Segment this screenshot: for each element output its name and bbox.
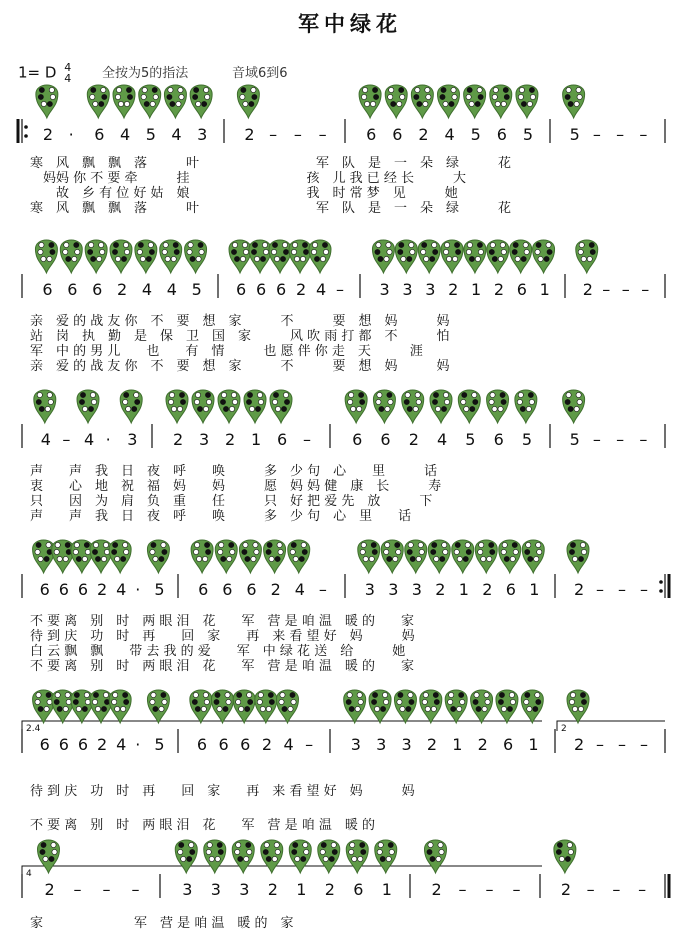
note: 6 — [39, 735, 50, 754]
note: 3 — [425, 280, 436, 299]
note: 5 — [154, 735, 165, 754]
volta-label: 2 — [561, 724, 567, 734]
ocarina-fingering-icon — [405, 540, 427, 573]
note: – — [586, 880, 595, 899]
ocarina-fingering-icon — [345, 390, 367, 423]
ocarina-fingering-icon — [255, 690, 277, 723]
ocarina-fingering-icon — [113, 85, 135, 118]
note: 2 — [267, 880, 278, 899]
volta-bracket — [22, 866, 542, 876]
note: 4 — [84, 430, 95, 449]
note: – — [62, 430, 71, 449]
ocarina-fingering-icon — [239, 540, 261, 573]
note: 6 — [366, 125, 377, 144]
note: 6 — [516, 280, 527, 299]
note: 1 — [452, 735, 463, 754]
note: – — [336, 280, 344, 299]
ocarina-fingering-icon — [269, 240, 291, 273]
time-bottom: 4 — [64, 72, 72, 85]
note: 3 — [401, 735, 412, 754]
note: – — [616, 430, 625, 449]
note: 2 — [493, 280, 504, 299]
ocarina-fingering-icon — [36, 85, 58, 118]
ocarina-fingering-icon — [418, 240, 440, 273]
ocarina-fingering-icon — [452, 540, 474, 573]
lyric-line: 妈妈 你 不 要 牵 挂 孩 儿 我 已 经 长 大 — [30, 171, 467, 186]
note: 3 — [411, 580, 422, 599]
ocarina-fingering-icon — [318, 840, 340, 873]
ocarina-fingering-icon — [430, 390, 452, 423]
ocarina-fingering-icon — [185, 240, 207, 273]
note: 5 — [154, 580, 165, 599]
fingering-note: 全按为5的指法 — [102, 66, 189, 81]
ocarina-fingering-icon — [554, 840, 576, 873]
lyric-line: 亲 爱 的 战 友 你 不 要 想 家 不 要 想 妈 妈 — [30, 314, 450, 329]
ocarina-fingering-icon — [515, 390, 537, 423]
ocarina-fingering-icon — [563, 390, 585, 423]
note: 6 — [505, 580, 516, 599]
note: 6 — [218, 735, 229, 754]
note: 1 — [458, 580, 469, 599]
note: 4 — [171, 125, 182, 144]
note: 3 — [182, 880, 193, 899]
note: 3 — [210, 880, 221, 899]
note: 4 — [316, 280, 327, 299]
note: – — [131, 880, 140, 899]
lyric-line: 声 声 我 日 夜 呼 唤 多 少 句 心 里 话 — [30, 464, 438, 479]
ocarina-fingering-icon — [475, 540, 497, 573]
page-title: 军中绿花 — [298, 12, 402, 36]
ocarina-fingering-icon — [218, 390, 240, 423]
ocarina-fingering-icon — [464, 85, 486, 118]
ocarina-fingering-icon — [147, 540, 169, 573]
note: 4 — [116, 580, 127, 599]
note: – — [602, 280, 611, 299]
volta-bracket — [22, 721, 542, 731]
note: 2 — [261, 735, 273, 754]
ocarina-fingering-icon — [237, 85, 259, 118]
note: 5 — [465, 430, 476, 449]
key-label: 1= D — [18, 63, 57, 82]
note: 3 — [239, 880, 250, 899]
note: 6 — [240, 735, 251, 754]
note: 2 — [244, 125, 255, 144]
ocarina-fingering-icon — [52, 540, 74, 573]
note: 2 — [408, 430, 419, 449]
note: 6 — [77, 735, 89, 754]
ocarina-fingering-icon — [139, 85, 161, 118]
lyric-line: 亲 爱 的 战 友 你 不 要 想 家 不 要 想 妈 妈 — [30, 359, 450, 374]
note: 1 — [381, 880, 392, 899]
note: 2 — [477, 735, 488, 754]
note: 2 — [296, 280, 307, 299]
ocarina-fingering-icon — [487, 240, 509, 273]
ocarina-fingering-icon — [346, 840, 368, 873]
note: – — [640, 735, 648, 754]
ocarina-fingering-icon — [425, 840, 447, 873]
volta-label: 2.4 — [26, 724, 41, 734]
note: – — [639, 125, 648, 144]
note: 3 — [388, 580, 399, 599]
ocarina-fingering-icon — [445, 690, 467, 723]
note: 4 — [116, 735, 127, 754]
note: 6 — [380, 430, 391, 449]
note: 4 — [40, 430, 51, 449]
ocarina-fingering-icon — [277, 690, 299, 723]
ocarina-fingering-icon — [192, 390, 214, 423]
note: 2 — [42, 125, 54, 144]
note: – — [616, 125, 625, 144]
lyric-line: 寒 风 飘 飘 落 叶 军 队 是 一 朵 绿 花 — [30, 156, 512, 171]
ocarina-fingering-icon — [166, 390, 188, 423]
note: 1 — [529, 580, 540, 599]
ocarina-fingering-icon — [420, 690, 442, 723]
note: 6 — [222, 580, 233, 599]
lyric-line: 站 岗 执 勤 是 保 卫 国 家 风 吹 雨 打 都 不 怕 — [30, 329, 450, 344]
ocarina-fingering-icon — [402, 390, 424, 423]
note: · — [68, 125, 74, 144]
ocarina-fingering-icon — [438, 85, 460, 118]
ocarina-fingering-icon — [359, 85, 381, 118]
note: 6 — [502, 735, 514, 754]
note: 3 — [379, 280, 390, 299]
note: – — [269, 125, 278, 144]
ocarina-fingering-icon — [229, 240, 251, 273]
note: 6 — [42, 280, 53, 299]
note: 4 — [141, 280, 153, 299]
lyric-line: 声 声 我 日 夜 呼 唤 多 少 句 心 里 话 — [30, 509, 412, 524]
ocarina-fingering-icon — [499, 540, 521, 573]
note: 6 — [353, 880, 364, 899]
note: 4 — [120, 125, 131, 144]
lyric-line: 不 要 离 别 时 两 眼 泪 花 军 营 是 咱 温 暖 的 家 — [30, 659, 415, 674]
lyric-line: 故 乡 有 位 好 姑 娘 我 时 常 梦 见 她 — [30, 186, 458, 201]
lyric-line: 军 中 的 男 儿 也 有 情 也 愿 伴 你 走 天 涯 — [30, 344, 423, 359]
note: – — [293, 125, 302, 144]
note: 6 — [39, 580, 50, 599]
note: 6 — [493, 430, 504, 449]
note: – — [305, 735, 314, 754]
ocarina-fingering-icon — [289, 840, 311, 873]
note: 5 — [569, 430, 580, 449]
note: 6 — [67, 280, 78, 299]
note: 6 — [196, 735, 208, 754]
ocarina-fingering-icon — [215, 540, 237, 573]
note: 1 — [251, 430, 262, 449]
ocarina-fingering-icon — [264, 540, 286, 573]
note: 3 — [376, 735, 387, 754]
ocarina-fingering-icon — [288, 540, 310, 573]
note: 2 — [560, 880, 572, 899]
note: 3 — [197, 125, 208, 144]
note: – — [592, 430, 601, 449]
note: 4 — [283, 735, 294, 754]
ocarina-fingering-icon — [135, 240, 157, 273]
note: 2 — [270, 580, 281, 599]
lyric-line: 只 因 为 肩 负 重 任 只 好 把 爱 先 放 下 — [30, 494, 433, 509]
ocarina-fingering-icon — [441, 240, 463, 273]
note: – — [592, 125, 601, 144]
ocarina-fingering-icon — [521, 690, 543, 723]
ocarina-fingering-icon — [190, 85, 212, 118]
ocarina-fingering-icon — [394, 690, 416, 723]
lyric-line: 不 要 离 别 时 两 眼 泪 花 军 营 是 咱 温 暖 的 — [30, 818, 376, 833]
note: – — [596, 735, 604, 754]
ocarina-fingering-icon — [369, 690, 391, 723]
time-top: 4 — [64, 61, 72, 74]
note: 6 — [236, 280, 247, 299]
note: 4 — [166, 280, 177, 299]
note: 2 — [482, 580, 493, 599]
note: 3 — [402, 280, 413, 299]
note: 3 — [199, 430, 210, 449]
ocarina-fingering-icon — [270, 390, 292, 423]
ocarina-fingering-icon — [212, 690, 234, 723]
ocarina-fingering-icon — [33, 690, 55, 723]
note: 2 — [574, 735, 585, 754]
lyric-line: 待 到 庆 功 时 再 回 家 再 来 看 望 好 妈 妈 — [30, 629, 415, 644]
ocarina-fingering-icon — [33, 540, 55, 573]
ocarina-fingering-icon — [71, 690, 93, 723]
lyric-line: 不 要 离 别 时 两 眼 泪 花 军 营 是 咱 温 暖 的 家 — [30, 614, 415, 629]
ocarina-fingering-icon — [385, 85, 407, 118]
note: – — [458, 880, 467, 899]
note: 2 — [431, 880, 442, 899]
note: 3 — [364, 580, 375, 599]
lyric-line: 待 到 庆 功 时 再 回 家 再 来 看 望 好 妈 妈 — [30, 784, 415, 799]
ocarina-fingering-icon — [522, 540, 544, 573]
note: – — [640, 580, 648, 599]
note: 2 — [173, 430, 184, 449]
ocarina-fingering-icon — [372, 240, 394, 273]
ocarina-fingering-icon — [87, 85, 109, 118]
ocarina-fingering-icon — [563, 85, 585, 118]
note: – — [639, 430, 648, 449]
range-note: 音域6到6 — [232, 66, 288, 81]
ocarina-fingering-icon — [85, 240, 107, 273]
ocarina-fingering-icon — [487, 390, 509, 423]
note: 6 — [496, 125, 507, 144]
note: · — [135, 735, 141, 754]
ocarina-fingering-icon — [110, 240, 132, 273]
ocarina-fingering-icon — [490, 85, 512, 118]
ocarina-fingering-icon — [35, 240, 57, 273]
note: – — [512, 880, 521, 899]
ocarina-fingering-icon — [160, 240, 182, 273]
repeat-dot — [24, 125, 28, 129]
ocarina-fingering-icon — [204, 840, 226, 873]
note: 4 — [444, 125, 455, 144]
note: 2 — [435, 580, 446, 599]
note: – — [485, 880, 494, 899]
ocarina-fingering-icon — [375, 840, 397, 873]
ocarina-fingering-icon — [233, 690, 255, 723]
ocarina-fingering-icon — [60, 240, 82, 273]
note: 2 — [225, 430, 236, 449]
note: 6 — [276, 280, 287, 299]
ocarina-fingering-icon — [90, 690, 112, 723]
volta-label: 4 — [26, 869, 32, 879]
ocarina-fingering-icon — [191, 540, 213, 573]
note: 6 — [246, 580, 257, 599]
note: 3 — [127, 430, 138, 449]
ocarina-fingering-icon — [147, 690, 169, 723]
note: · — [135, 580, 141, 599]
note: 2 — [574, 580, 585, 599]
ocarina-fingering-icon — [516, 85, 538, 118]
note: 1 — [296, 880, 307, 899]
ocarina-fingering-icon — [309, 240, 331, 273]
note: – — [73, 880, 82, 899]
lyric-line: 家 军 营 是 咱 温 暖 的 家 — [30, 916, 294, 931]
ocarina-fingering-icon — [510, 240, 532, 273]
note: – — [638, 880, 647, 899]
note: 5 — [470, 125, 481, 144]
note: 3 — [350, 735, 361, 754]
ocarina-fingering-icon — [533, 240, 555, 273]
ocarina-fingering-icon — [464, 240, 486, 273]
ocarina-fingering-icon — [52, 690, 74, 723]
note: – — [596, 580, 604, 599]
ocarina-fingering-icon — [471, 690, 493, 723]
ocarina-fingering-icon — [567, 540, 589, 573]
repeat-dot — [24, 134, 28, 138]
note: – — [612, 880, 621, 899]
ocarina-fingering-icon — [344, 690, 366, 723]
note: – — [621, 280, 630, 299]
ocarina-fingering-icon — [109, 690, 131, 723]
note: 6 — [58, 735, 69, 754]
note: 6 — [277, 430, 288, 449]
note: 5 — [521, 430, 533, 449]
ocarina-fingering-icon — [567, 690, 589, 723]
note: 5 — [145, 125, 156, 144]
note: 4 — [294, 580, 305, 599]
note: 6 — [92, 280, 103, 299]
note: 5 — [522, 125, 534, 144]
note: – — [102, 880, 111, 899]
ocarina-fingering-icon — [358, 540, 380, 573]
lyric-line: 寒 风 飘 飘 落 叶 军 队 是 一 朵 绿 花 — [30, 201, 512, 216]
note: 2 — [448, 280, 459, 299]
note: 2 — [324, 880, 335, 899]
ocarina-fingering-icon — [395, 240, 417, 273]
ocarina-fingering-icon — [261, 840, 283, 873]
ocarina-fingering-icon — [381, 540, 403, 573]
note: 1 — [528, 735, 539, 754]
note: 1 — [539, 280, 550, 299]
note: 2 — [117, 280, 128, 299]
note: 2 — [44, 880, 55, 899]
note: 4 — [437, 430, 448, 449]
note: 6 — [392, 125, 403, 144]
note: 6 — [94, 125, 105, 144]
ocarina-fingering-icon — [77, 390, 99, 423]
ocarina-fingering-icon — [496, 690, 518, 723]
ocarina-fingering-icon — [428, 540, 450, 573]
ocarina-fingering-icon — [411, 85, 433, 118]
ocarina-fingering-icon — [232, 840, 254, 873]
ocarina-fingering-icon — [249, 240, 271, 273]
note: 2 — [582, 280, 593, 299]
repeat-dot — [659, 589, 663, 593]
ocarina-fingering-icon — [289, 240, 311, 273]
note: 6 — [58, 580, 69, 599]
ocarina-fingering-icon — [190, 690, 212, 723]
repeat-dot — [659, 580, 663, 584]
note: 5 — [569, 125, 580, 144]
note: 6 — [198, 580, 209, 599]
note: 2 — [97, 735, 108, 754]
ocarina-fingering-icon — [38, 840, 60, 873]
note: 2 — [426, 735, 437, 754]
note: 6 — [256, 280, 267, 299]
ocarina-fingering-icon — [458, 390, 480, 423]
ocarina-fingering-icon — [244, 390, 266, 423]
lyric-line: 白 云 飘 飘 带 去 我 的 爱 军 中 绿 花 送 给 她 — [30, 644, 406, 659]
ocarina-fingering-icon — [175, 840, 197, 873]
ocarina-fingering-icon — [109, 540, 131, 573]
note: – — [641, 280, 650, 299]
note: 1 — [470, 280, 482, 299]
note: · — [105, 430, 111, 449]
ocarina-fingering-icon — [34, 390, 56, 423]
note: 6 — [77, 580, 89, 599]
ocarina-fingering-icon — [164, 85, 186, 118]
note: 5 — [191, 280, 202, 299]
volta-bracket — [557, 721, 665, 731]
ocarina-fingering-icon — [90, 540, 112, 573]
note: 6 — [352, 430, 363, 449]
lyric-line: 衷 心 地 祝 福 妈 妈 愿 妈 妈 健 康 长 寿 — [30, 479, 442, 494]
ocarina-fingering-icon — [120, 390, 142, 423]
note: – — [318, 125, 327, 144]
note: – — [303, 430, 311, 449]
note: – — [618, 580, 626, 599]
note: 2 — [97, 580, 108, 599]
ocarina-fingering-icon — [71, 540, 93, 573]
ocarina-fingering-icon — [373, 390, 395, 423]
note: – — [318, 580, 327, 599]
ocarina-fingering-icon — [576, 240, 598, 273]
note: 2 — [418, 125, 429, 144]
note: – — [618, 735, 626, 754]
